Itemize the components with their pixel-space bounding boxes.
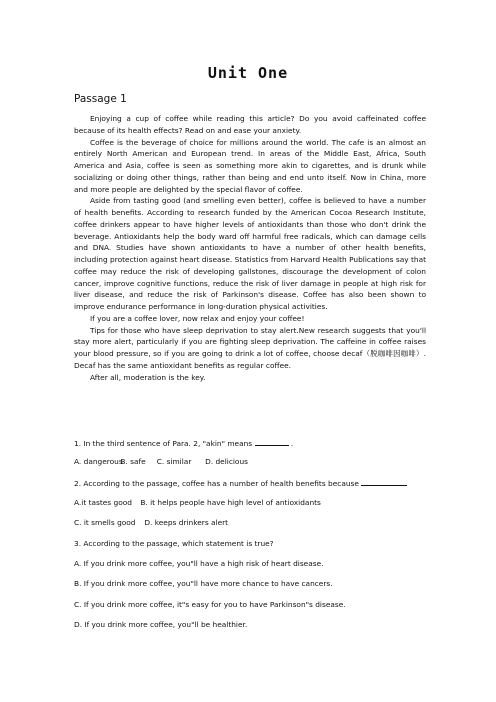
question-2-text: 2. According to the passage, coffee has a number of health benefits because (74, 479, 359, 488)
paragraph: Enjoying a cup of coffee while reading this article? Do you avoid caffeinated coffee because of its health effects? Read on and ease your anxiety. (74, 114, 426, 135)
option: B. it helps people have high level of antioxidants (140, 498, 321, 507)
paragraph: Aside from tasting good (and smelling even better), coffee is believed to have a number of health benefits. According to research funded by the American Cocoa Research Institute, coffee drinkers appear to have higher levels of antioxidants than those who don't drink the beverage. Antioxidants help the body ward off harmful free radicals, which can damage cells and DNA. Studies have shown antioxidants to have a number of other health benefits, including protection against heart disease. Statistics from Harvard Health Publications say that coffee may reduce the risk of developing gallstones, discourage the development of colon cancer, improve cognitive functions, reduce the risk of liver damage in people at high risk for liver disease, and reduce the risk of Parkinson's disease. Coffee has also been shown to improve endurance performance in long-duration physical activities. (74, 196, 426, 311)
option: C. it smells good (74, 518, 136, 527)
option: B. If you drink more coffee, you"ll have more chance to have cancers. (74, 579, 333, 588)
paragraph: If you are a coffee lover, now relax and enjoy your coffee! (90, 313, 305, 323)
option: C. similar (156, 457, 192, 466)
question-1-options (74, 457, 248, 466)
question-1-text: 1. In the third sentence of Para. 2, "akin" means (74, 439, 253, 448)
option: C. If you drink more coffee, it"s easy for you to have Parkinson"s disease. (74, 600, 346, 609)
option: A. dangerous (74, 457, 123, 466)
option: D. keeps drinkers alert (144, 518, 229, 527)
option: A. If you drink more coffee, you"ll have a high risk of heart disease. (74, 559, 324, 568)
question-2 (74, 478, 407, 488)
option: D. delicious (205, 457, 248, 466)
paragraph: Tips for those who have sleep deprivation to stay alert.New research suggests that you'll stay more alert, particularly if you are fighting sleep deprivation. The caffeine in coffee raises your blood pressure, so if you are going to drink a lot of coffee, choose decaf（脱咖啡因咖啡）. Decaf has the same antioxidant benefits as regular coffee. (74, 325, 426, 370)
unit-title: Unit One (207, 64, 289, 82)
question-2-options-row-2 (74, 518, 228, 527)
paragraph: Coffee is the beverage of choice for millions around the world. The cafe is an almost an entirely North American and European trend. In areas of the Middle East, Africa, South America and Asia, coffee is seen as something more akin to cigarettes, and is drunk while socializing or doing other things, rather than being and end unto itself. Now in China, more and more people are delighted by the special flavor of coffee. (74, 137, 426, 194)
question-3: 3. According to the passage, which statement is true? (74, 539, 274, 548)
question-1-end: . (290, 439, 294, 448)
option: B. safe (120, 457, 146, 466)
question-2-options-row-1 (74, 498, 321, 507)
option: D. If you drink more coffee, you"ll be healthier. (74, 620, 248, 629)
passage-heading: Passage 1 (74, 93, 127, 105)
paragraph: After all, moderation is the key. (90, 372, 206, 382)
option: A.it tastes good (74, 498, 132, 507)
article-body (74, 113, 426, 383)
answer-blank (361, 478, 407, 486)
answer-blank (255, 438, 289, 446)
question-1 (74, 438, 293, 448)
